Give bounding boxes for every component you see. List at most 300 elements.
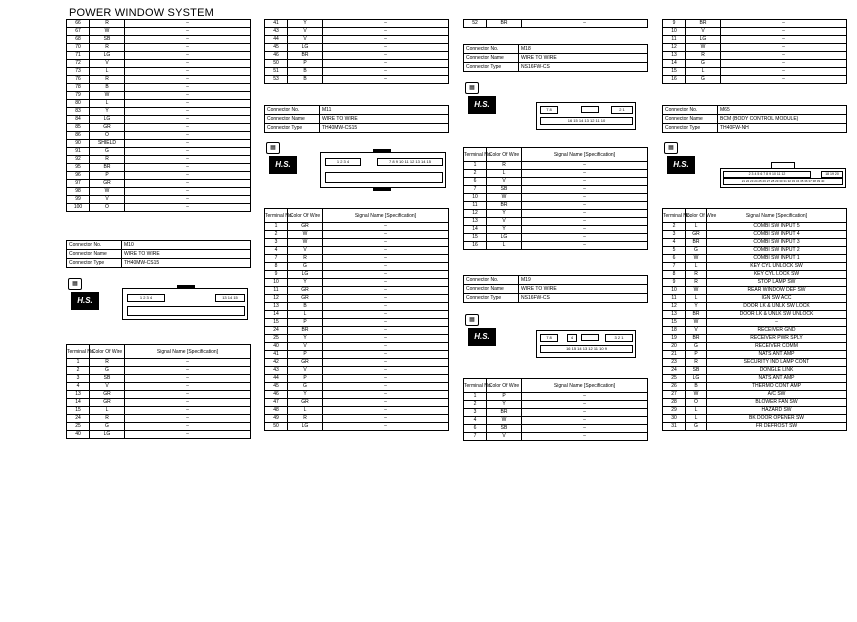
connector-diagram-m10: 1 2 3 4 13 14 15: [122, 288, 248, 320]
signal-cell: –: [323, 279, 449, 287]
color-cell: B: [288, 76, 323, 84]
color-cell: BR: [288, 327, 323, 335]
table-row: [67, 204, 251, 212]
table-row: [663, 311, 847, 319]
signal-cell: –: [125, 180, 251, 188]
terminal-cell: 44: [265, 36, 288, 44]
terminal-cell: 96: [67, 172, 90, 180]
signal-cell: –: [125, 204, 251, 212]
color-cell: BR: [487, 20, 522, 28]
table-row: [663, 60, 847, 68]
terminal-cell: 26: [663, 383, 686, 391]
color-cell: V: [90, 60, 125, 68]
terminal-cell: 11: [663, 295, 686, 303]
terminal-cell: 3: [67, 375, 90, 383]
signal-cell: –: [323, 343, 449, 351]
signal-cell: –: [323, 383, 449, 391]
signal-cell: –: [323, 359, 449, 367]
table-row: [265, 415, 449, 423]
terminal-cell: 76: [67, 76, 90, 84]
connector-diagram-m19: 7 8 4 3 2 1 16 15 14 13 12 11 10 9: [536, 330, 636, 358]
color-cell: L: [90, 100, 125, 108]
signal-cell: –: [522, 162, 648, 170]
color-cell: W: [686, 44, 721, 52]
terminal-cell: 25: [67, 423, 90, 431]
table-row: [663, 68, 847, 76]
signal-cell: KEY CYL LOCK SW: [707, 271, 847, 279]
connector-icon: ▦: [664, 142, 678, 154]
color-cell: W: [686, 319, 707, 327]
signal-cell: –: [522, 425, 648, 433]
signal-cell: –: [125, 156, 251, 164]
color-cell: BR: [686, 335, 707, 343]
table-row: [67, 172, 251, 180]
color-cell: L: [90, 407, 125, 415]
table-row: [67, 60, 251, 68]
signal-cell: –: [522, 210, 648, 218]
color-cell: R: [90, 415, 125, 423]
table-row: [67, 367, 251, 375]
terminal-cell: 4: [67, 383, 90, 391]
color-cell: Y: [487, 210, 522, 218]
signal-cell: –: [323, 20, 449, 28]
table-row: [464, 417, 648, 425]
terminal-cell: 46: [265, 52, 288, 60]
connector-icon: ▦: [465, 82, 479, 94]
terminal-cell: 12: [663, 303, 686, 311]
table-row: [265, 231, 449, 239]
table-row: [663, 351, 847, 359]
hs-label: H.S.: [71, 292, 99, 310]
signal-cell: –: [125, 148, 251, 156]
terminal-cell: 27: [663, 391, 686, 399]
hs-label: H.S.: [468, 96, 496, 114]
connector-info-m19: Connector No. M19 Connector Name WIRE TO WIRE Connector Type NS16FW-CS: [463, 275, 648, 303]
table-row: [67, 36, 251, 44]
signal-cell: –: [522, 186, 648, 194]
terminal-cell: 13: [663, 52, 686, 60]
color-cell: L: [686, 415, 707, 423]
signal-cell: –: [323, 399, 449, 407]
table-row: [67, 92, 251, 100]
signal-cell: –: [323, 263, 449, 271]
terminal-cell: 1: [464, 162, 487, 170]
color-cell: BR: [686, 311, 707, 319]
color-cell: GR: [288, 223, 323, 231]
signal-cell: –: [125, 92, 251, 100]
color-cell: BR: [288, 52, 323, 60]
color-cell: V: [288, 28, 323, 36]
terminal-cell: 95: [67, 164, 90, 172]
color-cell: G: [686, 76, 721, 84]
signal-cell: –: [125, 164, 251, 172]
signal-cell: –: [323, 367, 449, 375]
color-cell: BR: [487, 409, 522, 417]
signal-cell: –: [323, 335, 449, 343]
color-cell: O: [90, 204, 125, 212]
signal-cell: BK DOOR OPENER SW: [707, 415, 847, 423]
terminal-cell: 11: [265, 287, 288, 295]
table-row: [265, 287, 449, 295]
terminal-cell: 6: [663, 255, 686, 263]
table-row: [67, 399, 251, 407]
table-row: [663, 44, 847, 52]
terminal-cell: 10: [265, 279, 288, 287]
color-cell: L: [288, 407, 323, 415]
table-row: [265, 327, 449, 335]
color-cell: Y: [288, 335, 323, 343]
signal-cell: REAR WINDOW DEF SW: [707, 287, 847, 295]
table-row: [464, 393, 648, 401]
terminal-cell: 99: [67, 196, 90, 204]
terminal-cell: 10: [464, 194, 487, 202]
terminal-cell: 3: [464, 409, 487, 417]
signal-cell: –: [721, 20, 847, 28]
color-cell: Y: [288, 20, 323, 28]
color-cell: R: [90, 76, 125, 84]
color-cell: G: [288, 383, 323, 391]
color-cell: Y: [686, 303, 707, 311]
color-cell: GR: [288, 287, 323, 295]
color-cell: L: [686, 295, 707, 303]
signal-cell: –: [323, 407, 449, 415]
table-row: [67, 156, 251, 164]
signal-cell: –: [323, 247, 449, 255]
terminal-cell: 72: [67, 60, 90, 68]
terminal-cell: 2: [265, 231, 288, 239]
signal-cell: FR DEFROST SW: [707, 423, 847, 431]
terminal-cell: 98: [67, 188, 90, 196]
signal-cell: HAZARD SW: [707, 407, 847, 415]
table-row: [464, 218, 648, 226]
signal-cell: –: [125, 20, 251, 28]
color-cell: W: [288, 239, 323, 247]
color-cell: BR: [90, 164, 125, 172]
color-cell: BR: [686, 239, 707, 247]
table-row: [67, 116, 251, 124]
terminal-cell: 6: [464, 178, 487, 186]
color-cell: P: [686, 351, 707, 359]
table-row: [265, 76, 449, 84]
table-row: [265, 52, 449, 60]
table-row: [663, 295, 847, 303]
terminal-cell: 44: [265, 375, 288, 383]
terminal-cell: 19: [663, 335, 686, 343]
table-row: [265, 271, 449, 279]
table-row: [265, 36, 449, 44]
color-cell: L: [90, 68, 125, 76]
connector-diagram-m11: 1 2 3 4 7 8 9 10 11 12 13 14 15: [320, 152, 446, 188]
signal-cell: –: [522, 433, 648, 441]
color-cell: SB: [487, 425, 522, 433]
table-row: [265, 399, 449, 407]
column-4-top: [662, 19, 847, 84]
table-row: [67, 28, 251, 36]
terminal-cell: 14: [265, 311, 288, 319]
terminal-cell: 70: [67, 44, 90, 52]
signal-cell: –: [522, 393, 648, 401]
terminal-cell: 7: [464, 186, 487, 194]
terminal-cell: 52: [464, 20, 487, 28]
table-row: [67, 68, 251, 76]
terminal-cell: 15: [265, 319, 288, 327]
color-cell: W: [90, 28, 125, 36]
table-row: [265, 239, 449, 247]
signal-cell: –: [522, 194, 648, 202]
signal-cell: –: [125, 196, 251, 204]
terminal-cell: 40: [265, 343, 288, 351]
color-cell: L: [686, 68, 721, 76]
color-cell: P: [288, 60, 323, 68]
signal-cell: –: [125, 383, 251, 391]
color-cell: R: [288, 255, 323, 263]
color-cell: R: [487, 162, 522, 170]
terminal-cell: 23: [663, 359, 686, 367]
signal-cell: –: [125, 28, 251, 36]
table-row: [265, 279, 449, 287]
color-cell: W: [686, 255, 707, 263]
color-cell: R: [90, 156, 125, 164]
signal-cell: –: [125, 100, 251, 108]
table-row: [663, 279, 847, 287]
terminal-cell: 10: [663, 287, 686, 295]
signal-cell: –: [323, 68, 449, 76]
terminal-cell: 79: [67, 92, 90, 100]
connector-diagram-m18: 7 8 2 1 16 15 14 13 12 11 10: [536, 102, 636, 130]
signal-cell: NATS ANT AMP: [707, 375, 847, 383]
terminal-cell: 28: [663, 399, 686, 407]
terminal-cell: 78: [67, 84, 90, 92]
signal-cell: –: [323, 36, 449, 44]
signal-cell: –: [522, 170, 648, 178]
table-row: [663, 303, 847, 311]
table-row: [663, 271, 847, 279]
signal-cell: –: [323, 423, 449, 431]
table-row: [464, 210, 648, 218]
color-cell: G: [686, 247, 707, 255]
table-row: [464, 433, 648, 441]
terminal-cell: 100: [67, 204, 90, 212]
terminal-cell: 20: [663, 343, 686, 351]
terminal-cell: 4: [464, 417, 487, 425]
color-cell: P: [288, 375, 323, 383]
color-cell: Y: [487, 226, 522, 234]
table-row: [265, 391, 449, 399]
color-cell: G: [90, 423, 125, 431]
color-cell: Y: [487, 401, 522, 409]
color-cell: L: [288, 311, 323, 319]
connector-icon: ▦: [68, 278, 82, 290]
color-cell: L: [487, 242, 522, 250]
table-row: [67, 431, 251, 439]
terminal-cell: 50: [265, 60, 288, 68]
signal-cell: –: [323, 44, 449, 52]
color-cell: O: [686, 399, 707, 407]
signal-cell: SECURITY IND LAMP CONT: [707, 359, 847, 367]
terminal-cell: 97: [67, 180, 90, 188]
terminal-cell: 8: [265, 263, 288, 271]
terminal-cell: 15: [663, 68, 686, 76]
terminal-table-m?-top: [66, 19, 251, 212]
terminal-cell: 80: [67, 100, 90, 108]
table-row: [265, 383, 449, 391]
terminal-cell: 18: [663, 327, 686, 335]
table-row: [663, 239, 847, 247]
signal-cell: –: [125, 44, 251, 52]
signal-cell: –: [522, 218, 648, 226]
signal-cell: –: [125, 52, 251, 60]
terminal-cell: 45: [265, 44, 288, 52]
terminal-cell: 7: [464, 433, 487, 441]
table-row: [663, 343, 847, 351]
signal-cell: –: [323, 287, 449, 295]
table-row: [265, 28, 449, 36]
signal-cell: –: [125, 124, 251, 132]
terminal-cell: 51: [265, 68, 288, 76]
color-cell: G: [90, 367, 125, 375]
signal-cell: DOOR LK & UNLK SW UNLOCK: [707, 311, 847, 319]
table-row: [67, 84, 251, 92]
table-row: [265, 343, 449, 351]
color-cell: Y: [288, 391, 323, 399]
color-cell: V: [288, 343, 323, 351]
table-row: [464, 401, 648, 409]
terminal-cell: 49: [265, 415, 288, 423]
terminal-cell: 85: [67, 124, 90, 132]
table-row: [265, 44, 449, 52]
terminal-table-m18: Terminal No. Color Of Wire Signal Name [Specification] 1 R – 2 L – 6 V – 7 SB – 10 W – 11 BR – 12 Y – 13 V – 14 Y – 15 LG – 16 L –: [463, 147, 648, 250]
signal-cell: KEY CYL UNLOCK SW: [707, 263, 847, 271]
table-row: [67, 100, 251, 108]
table-row: [67, 140, 251, 148]
color-cell: V: [90, 196, 125, 204]
color-cell: GR: [288, 295, 323, 303]
color-cell: R: [686, 52, 721, 60]
signal-cell: –: [125, 68, 251, 76]
connector-info-m10: Connector No. M10 Connector Name WIRE TO WIRE Connector Type TH40MW-CS15: [66, 240, 251, 268]
signal-cell: –: [125, 60, 251, 68]
terminal-cell: 86: [67, 132, 90, 140]
terminal-cell: 14: [663, 60, 686, 68]
table-row: [663, 407, 847, 415]
color-cell: V: [288, 247, 323, 255]
signal-cell: –: [522, 234, 648, 242]
terminal-cell: 30: [663, 415, 686, 423]
signal-cell: –: [323, 76, 449, 84]
signal-cell: –: [125, 375, 251, 383]
color-cell: BR: [487, 202, 522, 210]
terminal-cell: 45: [265, 383, 288, 391]
color-cell: B: [288, 68, 323, 76]
terminal-cell: 12: [663, 44, 686, 52]
table-row: [265, 407, 449, 415]
table-row: [663, 20, 847, 28]
table-row: [265, 423, 449, 431]
table-row: [265, 60, 449, 68]
color-cell: GR: [686, 231, 707, 239]
terminal-cell: 47: [265, 399, 288, 407]
signal-cell: –: [125, 76, 251, 84]
table-row: [663, 319, 847, 327]
signal-cell: BLOWER FAN SW: [707, 399, 847, 407]
terminal-cell: 8: [663, 271, 686, 279]
signal-cell: RECEIVER PWR SPLY: [707, 335, 847, 343]
color-cell: B: [288, 303, 323, 311]
signal-cell: –: [323, 391, 449, 399]
table-row: [464, 425, 648, 433]
color-cell: R: [686, 359, 707, 367]
color-cell: B: [90, 84, 125, 92]
signal-cell: –: [721, 44, 847, 52]
table-row: [663, 415, 847, 423]
table-row: [663, 36, 847, 44]
signal-cell: –: [125, 359, 251, 367]
connector-diagram-m65: 2 3 4 5 6 7 8 9 10 11 12 18 19 20 21 22 23 24 25 26 27 28 29 30 31 32 33 34 35 36 37 38 39 40: [720, 168, 846, 188]
table-row: [464, 20, 648, 28]
table-row: [663, 423, 847, 431]
terminal-cell: 43: [265, 28, 288, 36]
terminal-cell: 67: [67, 28, 90, 36]
terminal-cell: 68: [67, 36, 90, 44]
table-row: [265, 367, 449, 375]
table-row: [67, 359, 251, 367]
terminal-cell: 16: [464, 242, 487, 250]
color-cell: R: [686, 271, 707, 279]
table-row: [67, 391, 251, 399]
signal-cell: –: [323, 60, 449, 68]
color-cell: LG: [686, 36, 721, 44]
color-cell: GR: [90, 391, 125, 399]
table-row: [67, 188, 251, 196]
table-row: [464, 186, 648, 194]
terminal-cell: 41: [265, 351, 288, 359]
table-row: [265, 351, 449, 359]
table-row: [67, 407, 251, 415]
signal-cell: IGN SW ACC: [707, 295, 847, 303]
signal-cell: STOP LAMP SW: [707, 279, 847, 287]
terminal-cell: 13: [67, 391, 90, 399]
hs-label: H.S.: [468, 328, 496, 346]
connector-info-m11: Connector No. M11 Connector Name WIRE TO WIRE Connector Type TH40MW-CS15: [264, 105, 449, 133]
terminal-cell: 83: [67, 108, 90, 116]
table-row: [265, 68, 449, 76]
table-row: [663, 375, 847, 383]
color-cell: P: [288, 319, 323, 327]
signal-cell: RECEIVER GND: [707, 327, 847, 335]
color-cell: SHIELD: [90, 140, 125, 148]
table-row: [464, 226, 648, 234]
signal-cell: –: [125, 108, 251, 116]
terminal-cell: 41: [265, 20, 288, 28]
color-cell: B: [686, 383, 707, 391]
terminal-cell: 9: [663, 279, 686, 287]
terminal-cell: 50: [265, 423, 288, 431]
table-row: [663, 52, 847, 60]
color-cell: V: [487, 433, 522, 441]
color-cell: G: [686, 343, 707, 351]
terminal-table-m65: Terminal No. Color Of Wire Signal Name [Specification] 2 L COMBI SW INPUT 5 3 GR COMBI SW INPUT 4 4 BR COMBI SW INPUT 3 5 G COMBI SW INPUT 2 6 W COMBI SW INPUT 1 7 L KEY CYL UNLOCK SW 8 R KEY CYL LOCK SW 9 R STOP LAMP SW 10 W REAR WINDOW DEF SW 11 L IGN SW ACC 12 Y DOOR LK & UNLK SW LOCK 13 BR DOOR LK & UNLK SW UNLOCK 15 W – 18 V RECEIVER GND 19 BR RECEIVER PWR SPLY 20 G RECEIVER COMM 21 P NATS ANT AMP 23 R SECURITY IND LAMP CONT 24 SB DONGLE LINK 25 LG NATS ANT AMP 26 B THERMO CONT AMP 27 W A/C SW 28 O BLOWER FAN SW 29 L HAZARD SW 30 L BK DOOR OPENER SW 31 G FR DEFROST SW: [662, 208, 847, 431]
color-cell: GR: [90, 399, 125, 407]
signal-cell: –: [125, 188, 251, 196]
color-cell: G: [90, 148, 125, 156]
signal-cell: –: [125, 423, 251, 431]
signal-cell: –: [721, 68, 847, 76]
signal-cell: –: [721, 36, 847, 44]
table-row: [464, 242, 648, 250]
color-cell: W: [90, 188, 125, 196]
connector-icon: ▦: [266, 142, 280, 154]
signal-cell: –: [125, 84, 251, 92]
